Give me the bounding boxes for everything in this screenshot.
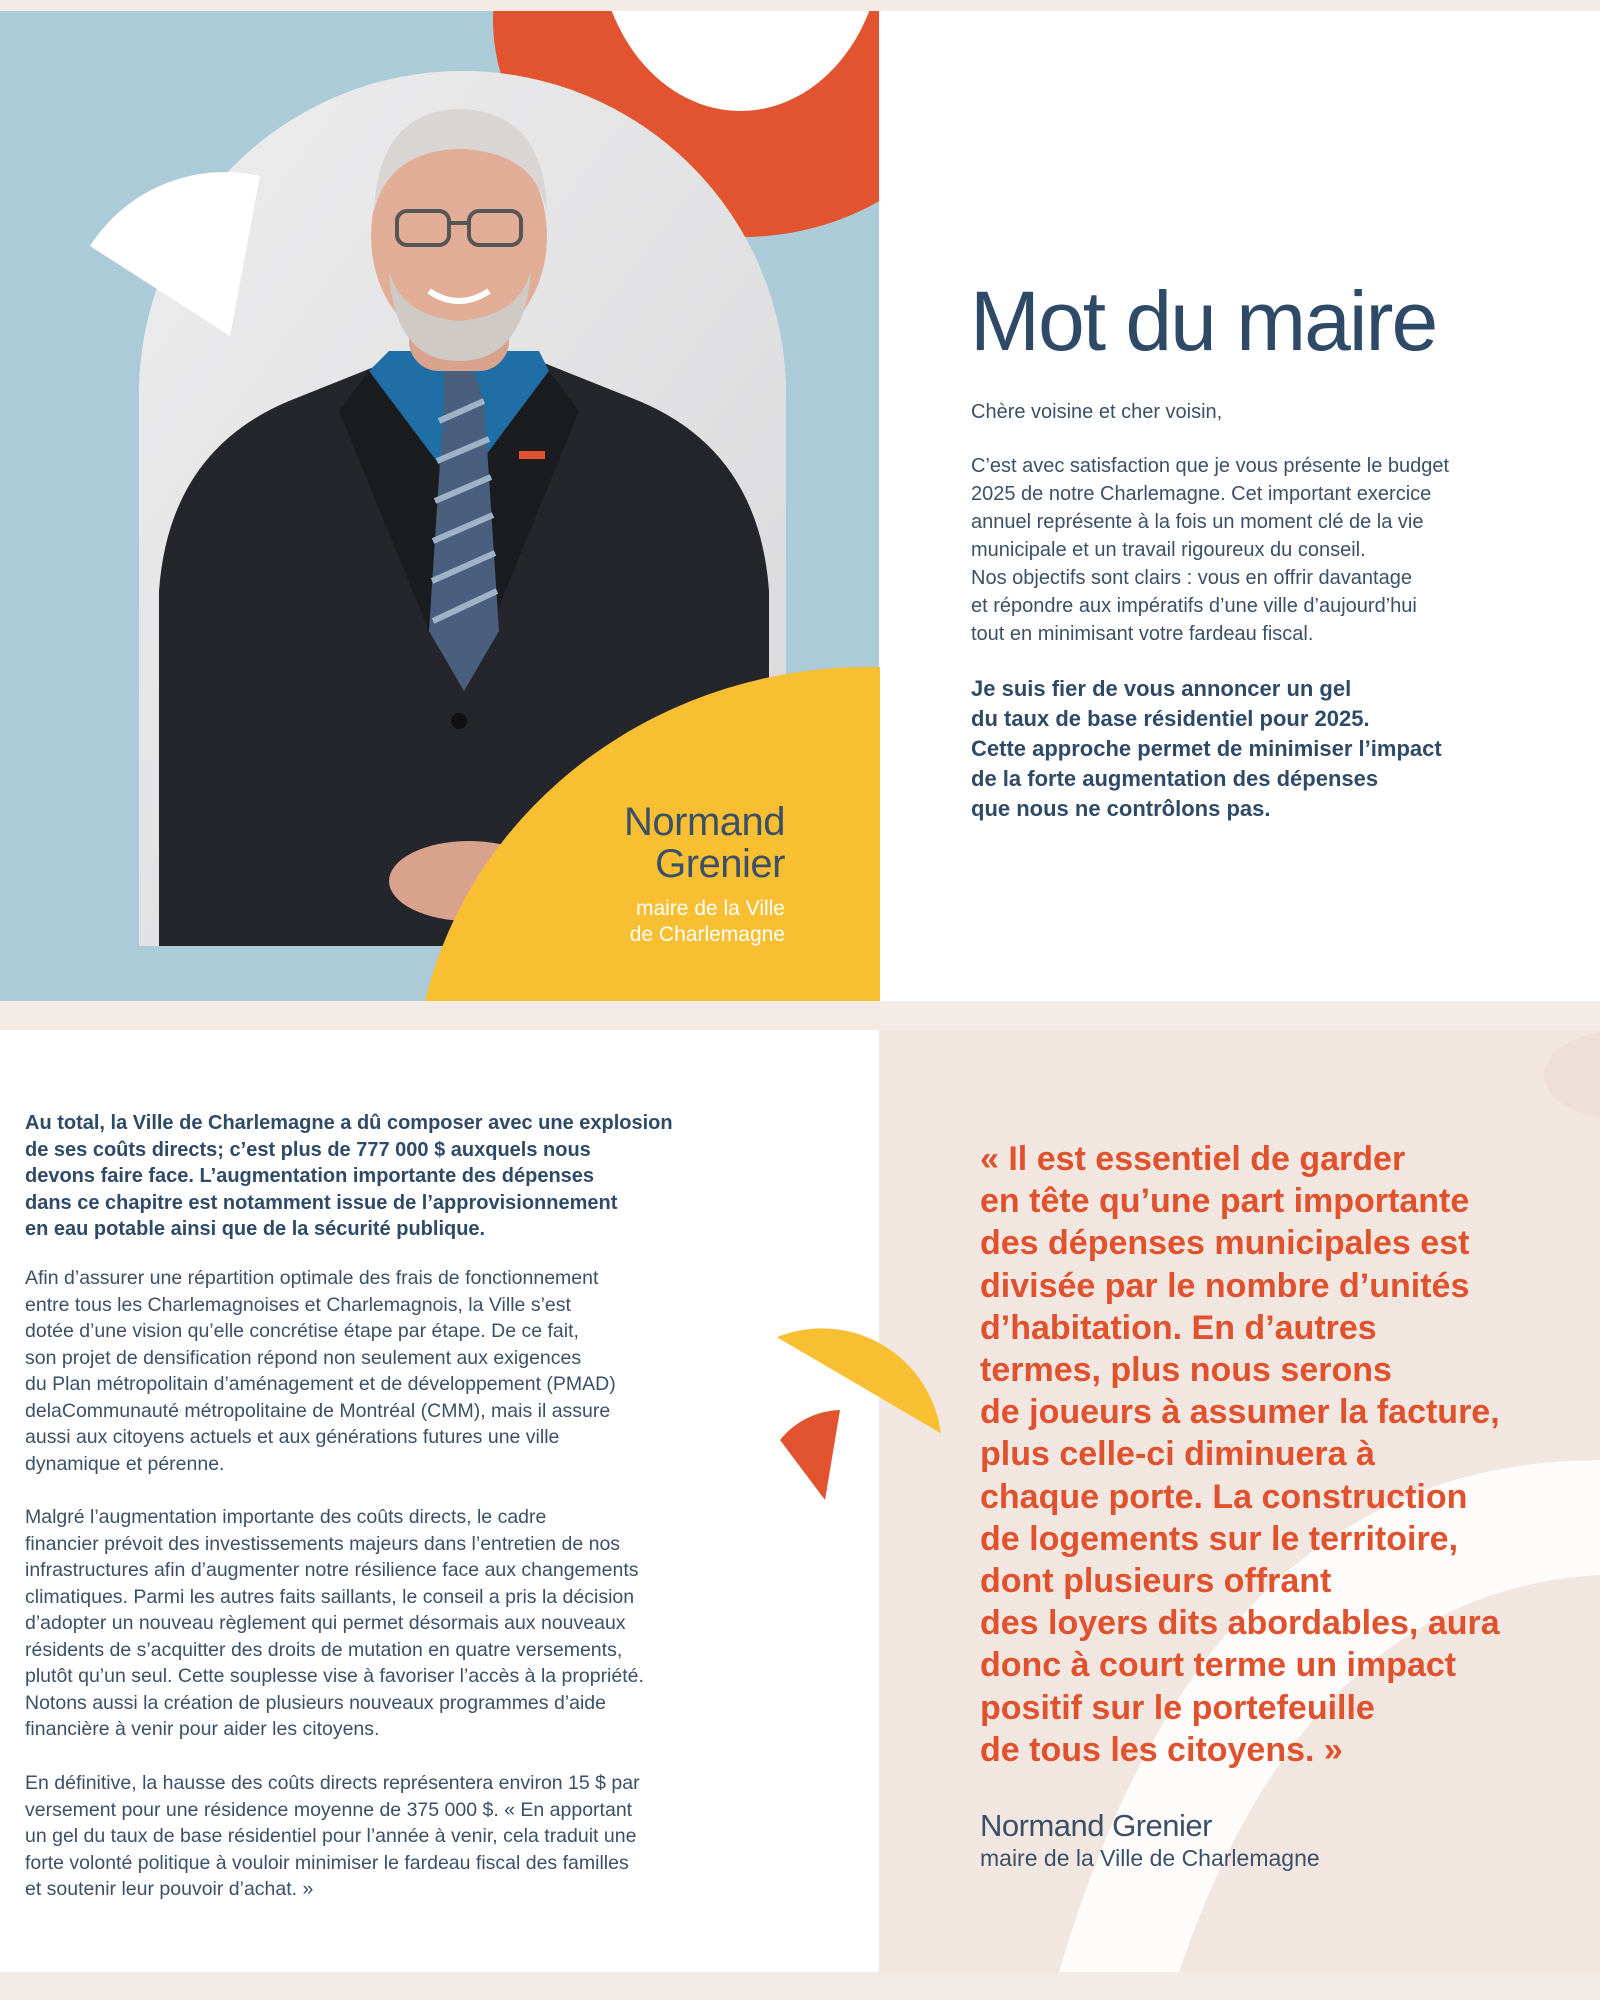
quote-author-title: maire de la Ville de Charlemagne [980, 1845, 1320, 1871]
faint-circle-shape [1529, 1030, 1600, 1140]
quote-author: Normand Grenier [980, 1808, 1212, 1843]
objectives-paragraph: Nos objectifs sont clairs : vous en offrir davantage et répondre aux impératifs d’une ville d’aujourd’hui tout en minimisant votre fardeau fiscal. [971, 567, 1417, 645]
densification-paragraph: Afin d’assurer une répartition optimale des frais de fonctionnement entre tous les Charlemagnoises et Charlemagnois, la Ville s’est dotée d’une vision qu’elle concrétise étape par étape. De ce fait, son projet de densification répond non seulement aux exigences du Plan métropolitain d’aménagement et de développement (PMAD) delaCommunauté métropolitaine de Montréal (CMM), mais il assure aussi aux citoyens actuels et aux générations futures une ville dynamique et pérenne. [25, 1267, 616, 1475]
white-quarter-circle-shape [90, 166, 260, 336]
mayor-name: Normand Grenier [623, 800, 785, 886]
top-page [0, 11, 1600, 1001]
mayor-title: maire de la Ville de Charlemagne [629, 897, 785, 946]
costs-paragraph: Au total, la Ville de Charlemagne a dû composer avec une explosion de ses coûts directs; c’est plus de 777 000 $ auxquels nous devons faire face. L’augmentation importante des dépenses dans ce chapitre est notamment issue de l’approvisionnement en eau potable ainsi que de la sécurité publique. [25, 1112, 673, 1240]
conclusion-paragraph: En définitive, la hausse des coûts directs représentera environ 15 $ par versement pour une résidence moyenne de 375 000 $. « En apportant un gel du taux de base résidentiel pour l’année à venir, cela traduit une forte volonté politique à vouloir minimiser le fardeau fiscal des familles et soutenir leur pouvoir d’achat. » [25, 1772, 640, 1900]
pull-quote: « Il est essentiel de garder en tête qu’une part importante des dépenses municipales est divisée par le nombre d’unités d’habitation. En d’autres termes, plus nous serons de joueurs à assumer la facture, plus celle-ci diminuera à chaque porte. La construction de logements sur le territoire, dont plusieurs offrant des loyers dits abordables, aura donc à court terme un impact positif sur le portefeuille de tous les citoyens. » [980, 1140, 1500, 1769]
investments-paragraph: Malgré l’augmentation importante des coûts directs, le cadre financier prévoit des investissements majeurs dans l’entretien de nos infrastructures afin d’augmenter notre résilience face aux changements climatiques. Parmi les autres faits saillants, le conseil a pris la décision d’adopter un nouveau règlement qui permet désormais aux nouveaux résidents de s’acquitter des droits de mutation en quatre versements, plutôt qu’un seul. Cette souplesse vise à favoriser l’accès à la propriété. Notons aussi la création de plusieurs nouveaux programmes d’aide financière à venir pour aider les citoyens. [25, 1506, 644, 1740]
page-title: Mot du maire [970, 274, 1437, 368]
greeting: Chère voisine et cher voisin, [971, 401, 1223, 423]
highlight-paragraph: Je suis fier de vous annoncer un gel du taux de base résidentiel pour 2025. Cette approche permet de minimiser l’impact de la forte augmentation des dépenses que nous ne contrôlons pas. [971, 676, 1442, 821]
intro-paragraph: C’est avec satisfaction que je vous présente le budget 2025 de notre Charlemagne. Cet important exercice annuel représente à la fois un moment clé de la vie municipale et un travail rigoureux du conseil. [971, 455, 1450, 561]
